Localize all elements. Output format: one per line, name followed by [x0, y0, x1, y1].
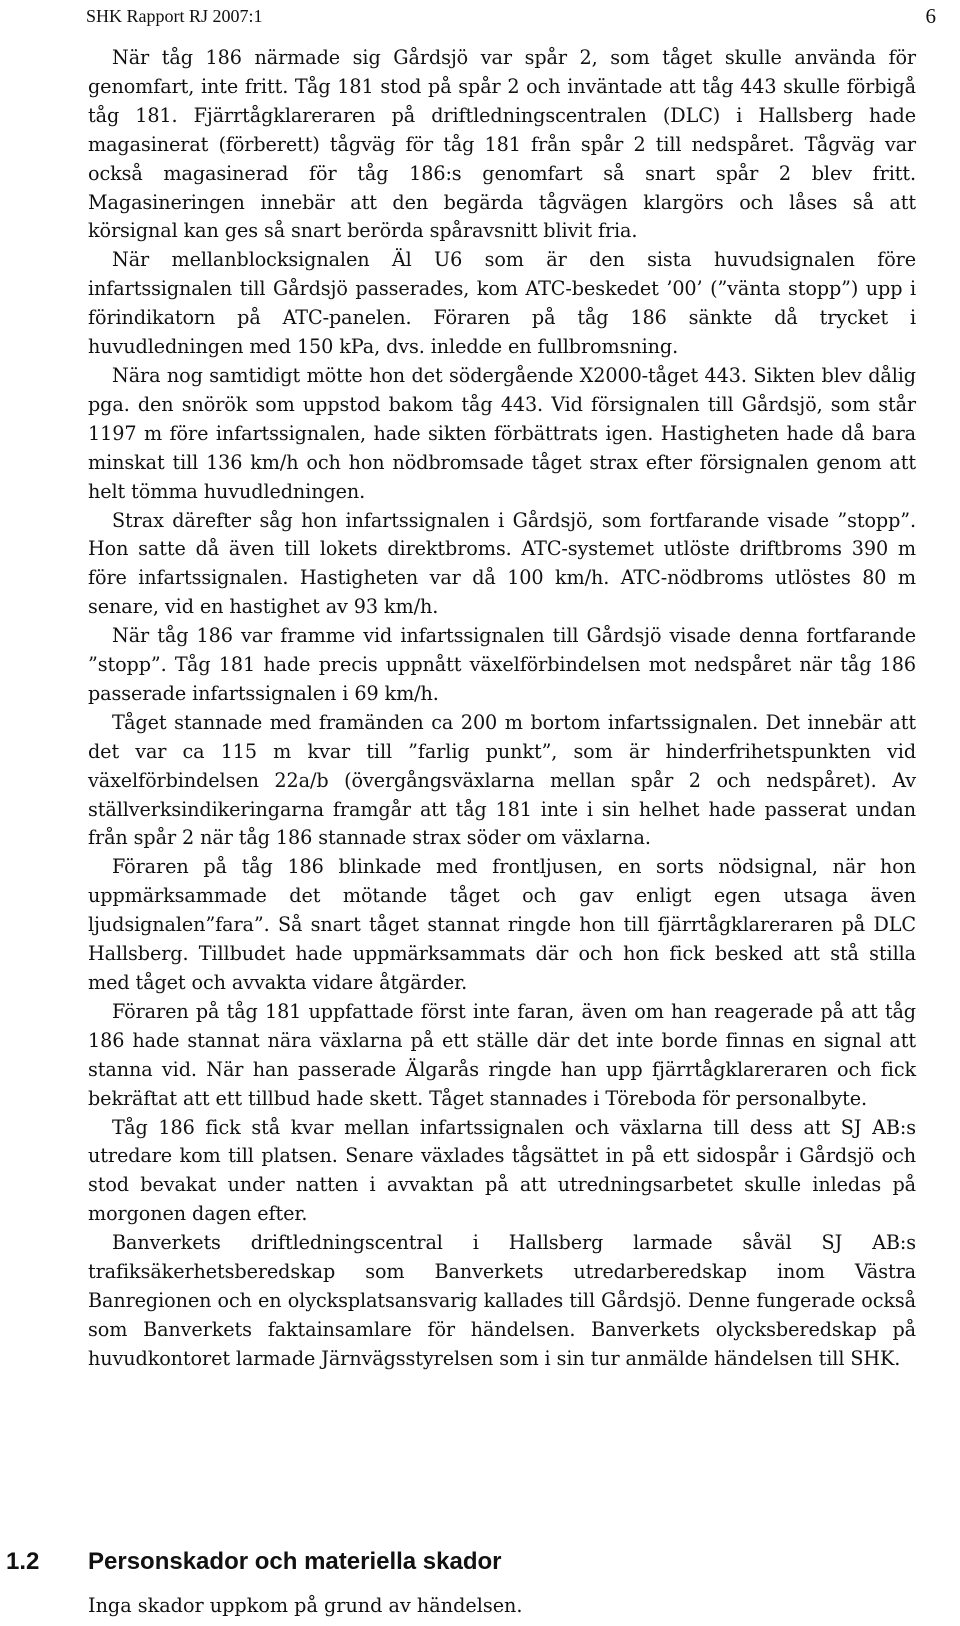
- page-number: 6: [925, 4, 936, 28]
- paragraph: När tåg 186 var framme vid infartssignalen till Gårdsjö visade denna fortfarande ”stopp”. Tåg 181 hade precis uppnått växelförbindelsen mot nedspåret när tåg 186 passerade infartssignalen i 69 km/h.: [88, 624, 916, 705]
- paragraph: Nära nog samtidigt mötte hon det södergående X2000-tåget 443. Sikten blev dålig pga. den snörök som uppstod bakom tåg 443. Vid försignalen till Gårdsjö, som står 1197 m före infartssignalen, hade sikten förbättrats igen. Hastigheten hade då bara minskat till 136 km/h och hon nödbromsade tåget strax efter försignalen genom att helt tömma huvudledningen.: [88, 363, 916, 503]
- paragraph: Föraren på tåg 181 uppfattade först inte faran, även om han reagerade på att tåg 186 hade stannat nära växlarna på ett ställe där det inte borde finnas en signal att stanna vid. När han passerade Älgarås ringde han upp fjärrtågklareraren och fick bekräftat att ett tillbud hade skett. Tåget stannades i Töreboda för personalbyte.: [88, 999, 916, 1110]
- paragraph: När mellanblocksignalen Äl U6 som är den sista huvudsignalen före infartssignalen till Gårdsjö passerades, kom ATC-beskedet ’00’ (”vänta stopp”) upp i förindikatorn på ATC-panelen. Föraren på tåg 186 sänkte då trycket i huvudledningen med 150 kPa, dvs. inledde en fullbromsning.: [88, 248, 916, 359]
- body-text: [88, 44, 916, 1374]
- paragraph: Tåget stannade med framänden ca 200 m bortom infartssignalen. Det innebär att det var ca 115 m kvar till ”farlig punkt”, som är hinderfrihetspunkten vid växelförbindelsen 22a/b (övergångsväxlarna mellan spår 2 och nedspåret). Av ställverksindikeringarna framgår att tåg 181 inte i sin helhet hade passerat undan från spår 2 när tåg 186 stannade strax söder om växlarna.: [88, 710, 916, 850]
- paragraph: Strax därefter såg hon infartssignalen i Gårdsjö, som fortfarande visade ”stopp”. Hon satte då även till lokets direktbroms. ATC-systemet utlöste driftbroms 390 m före infartssignalen. Hastigheten var då 100 km/h. ATC-nödbroms utlöstes 80 m senare, vid en hastighet av 93 km/h.: [88, 508, 916, 619]
- paragraph: Föraren på tåg 186 blinkade med frontljusen, en sorts nödsignal, när hon uppmärksammade det mötande tåget och gav enligt egen utsaga även ljudsignalen”fara”. Så snart tåget stannat ringde hon till fjärrtågklareraren på DLC Hallsberg. Tillbudet hade uppmärksammats där och hon fick besked att stå stilla med tåget och avvakta vidare åtgärder.: [88, 855, 916, 994]
- section-heading: [6, 1548, 906, 1576]
- section-number: 1.2: [6, 1548, 40, 1575]
- report-id: SHK Rapport RJ 2007:1: [86, 6, 263, 26]
- paragraph: Tåg 186 fick stå kvar mellan infartssignalen och växlarna till dess att SJ AB:s utredare kom till platsen. Senare växlades tågsättet in på ett sidospår i Gårdsjö och stod bevakat under natten i avvaktan på att utredningsarbetet skulle inledas på morgonen dagen efter.: [88, 1115, 916, 1226]
- section-text: Inga skador uppkom på grund av händelsen.: [88, 1594, 523, 1617]
- section-title: Personskador och materiella skador: [88, 1548, 502, 1575]
- page-header: [86, 6, 936, 30]
- paragraph: Banverkets driftledningscentral i Hallsberg larmade såväl SJ AB:s trafiksäkerhetsberedskap som Banverkets utredarberedskap inom Västra Banregionen och en olycksplatsansvarig kallades till Gårdsjö. Denne fungerade också som Banverkets faktainsamlare för händelsen. Banverkets olycksberedskap på huvudkontoret larmade Järnvägsstyrelsen som i sin tur anmälde händelsen till SHK.: [88, 1231, 916, 1370]
- paragraph: När tåg 186 närmade sig Gårdsjö var spår 2, som tåget skulle använda för genomfart, inte fritt. Tåg 181 stod på spår 2 och inväntade att tåg 443 skulle förbigå tåg 181. Fjärrtågklareraren på driftledningscentralen (DLC) i Hallsberg hade magasinerat (förberett) tågväg för tåg 181 från spår 2 till nedspåret. Tågväg var också magasinerad för tåg 186:s genomfart så snart spår 2 blev fritt. Magasineringen innebär att den begärda tågvägen klargörs och låses så att körsignal kan ges så snart berörda spåravsnitt blivit fria.: [88, 46, 916, 243]
